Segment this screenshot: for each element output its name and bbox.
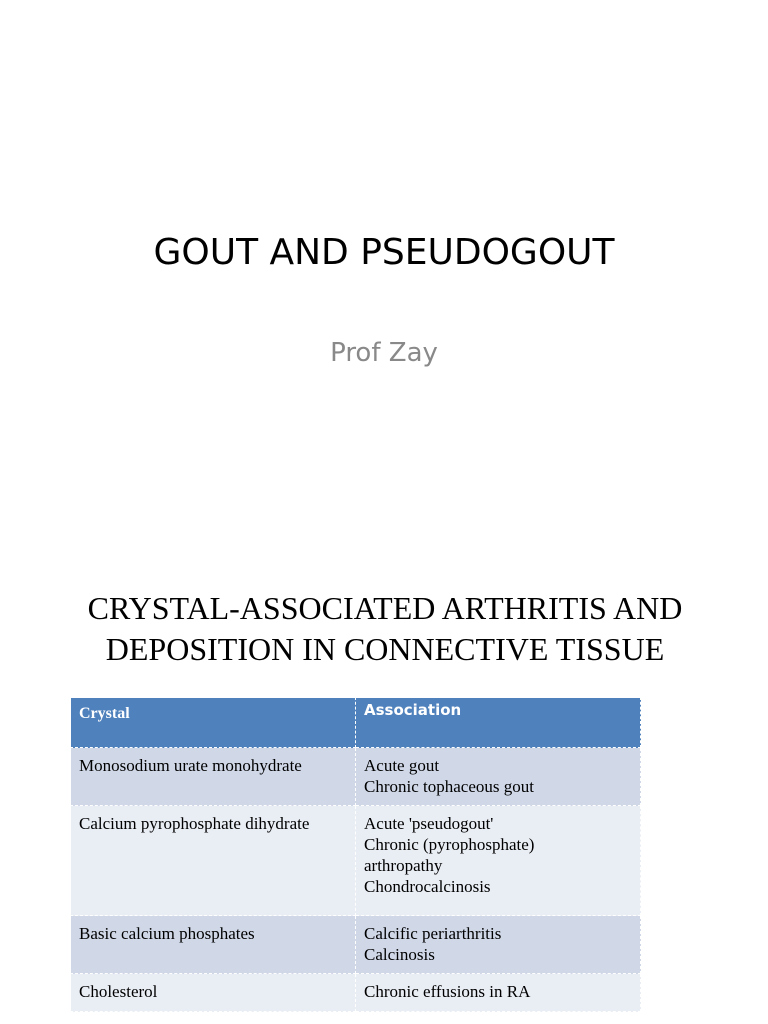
crystal-cell: Calcium pyrophosphate dihydrate [71,806,356,916]
association-line: Chronic tophaceous gout [364,777,534,796]
association-line: arthropathy [364,856,443,875]
crystal-association-table [70,697,641,1012]
association-cell [356,974,641,1012]
table-header-row [71,698,641,748]
association-line: Acute 'pseudogout' [364,814,494,833]
section-heading-line-1: CRYSTAL-ASSOCIATED ARTHRITIS AND [87,590,683,626]
table-row [71,806,641,916]
crystal-cell: Basic calcium phosphates [71,916,356,974]
table-row [71,916,641,974]
association-line: Chronic effusions in RA [364,982,531,1001]
section-heading-line-2: DEPOSITION IN CONNECTIVE TISSUE [105,631,665,667]
association-line: Calcinosis [364,945,435,964]
slide-title: GOUT AND PSEUDOGOUT [153,232,615,273]
association-line: Chronic (pyrophosphate) [364,835,535,854]
association-cell [356,916,641,974]
association-cell [356,806,641,916]
association-line: Calcific periarthritis [364,924,502,943]
table-row [71,974,641,1012]
table-row [71,748,641,806]
section-heading [40,588,730,670]
column-header-association: Association [356,698,641,748]
association-line: Acute gout [364,756,440,775]
crystal-cell: Monosodium urate monohydrate [71,748,356,806]
column-header-crystal: Crystal [71,698,356,748]
association-cell [356,748,641,806]
crystal-cell: Cholesterol [71,974,356,1012]
association-line: Chondrocalcinosis [364,877,491,896]
slide-subtitle: Prof Zay [330,338,438,368]
